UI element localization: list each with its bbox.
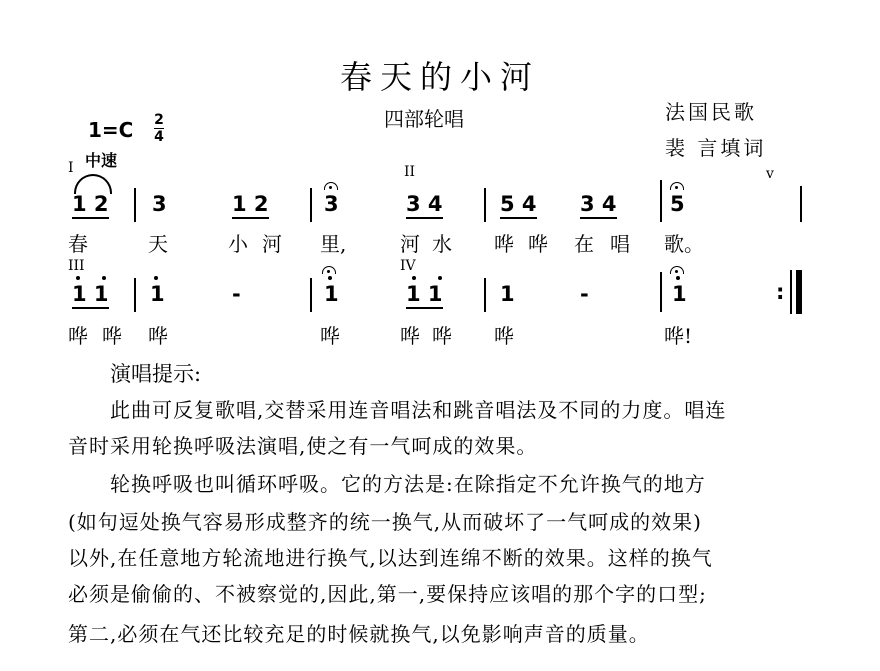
lyric: 唱: [610, 232, 630, 256]
tips-line: 以外,在任意地方轮流地进行换气,以达到连绵不断的效果。这样的换气: [68, 546, 713, 570]
lyric: 哗: [400, 324, 420, 348]
tips-line: (如句逗处换气容易形成整齐的统一换气,从而破坏了一气呵成的效果): [68, 510, 702, 534]
lyric: 哗: [148, 324, 168, 348]
lyric: 哗: [528, 232, 548, 256]
rest-dash: -: [232, 282, 241, 306]
lyricist: 裴 言填词: [665, 136, 767, 160]
final-barline-thin: [790, 270, 792, 314]
barline: [660, 272, 662, 312]
tips-line: 此曲可反复歌唱,交替采用连音唱法和跳音唱法及不同的力度。唱连: [110, 398, 727, 422]
note: 1 1: [406, 282, 443, 309]
barline: [310, 188, 312, 222]
part-marker-3: III: [68, 258, 85, 274]
fermata-icon: [670, 266, 684, 274]
note: 1: [150, 282, 165, 306]
lyric: 哗!: [664, 324, 693, 348]
lyric: 哗: [494, 232, 514, 256]
note: 1: [672, 282, 687, 306]
tips-line: 必须是偷偷的、不被察觉的,因此,第一,要保持应该唱的那个字的口型;: [68, 582, 707, 606]
lyric: 哗: [494, 324, 514, 348]
lyric: 哗: [320, 324, 340, 348]
tips-line: 第二,必须在气还比较充足的时候就换气,以免影响声音的质量。: [68, 622, 650, 646]
breath-mark: v: [766, 166, 774, 182]
note: 3: [152, 192, 167, 216]
final-barline-thick: [796, 270, 802, 314]
barline: [310, 278, 312, 312]
barline: [134, 278, 136, 312]
part-marker-1: I: [68, 160, 74, 176]
barline: [484, 188, 486, 222]
note: 1 2: [232, 192, 269, 219]
note: 3: [324, 192, 339, 216]
time-signature: [154, 113, 164, 144]
high-dot: [76, 276, 80, 280]
slur-mark: [74, 174, 112, 194]
lyric: 里,: [320, 232, 347, 256]
high-dot: [676, 276, 680, 280]
high-dot: [328, 276, 332, 280]
repeat-sign: :: [776, 280, 785, 304]
lyric: 小: [228, 232, 248, 256]
song-origin: 法国民歌: [665, 100, 757, 124]
lyric: 河: [262, 232, 282, 256]
tips-line: 轮换呼吸也叫循环呼吸。它的方法是:在除指定不允许换气的地方: [110, 472, 706, 496]
note: 1 2: [72, 192, 109, 219]
tips-line: 音时采用轮换呼吸法演唱,使之有一气呵成的效果。: [68, 434, 538, 458]
barline: [134, 188, 136, 222]
part-marker-2: II: [404, 164, 416, 180]
fermata-icon: [322, 266, 336, 274]
fermata-icon: [670, 182, 684, 190]
lyric: 歌。: [664, 232, 704, 256]
high-dot: [154, 276, 158, 280]
tips-heading: 演唱提示:: [110, 362, 202, 386]
lyric: 在: [574, 232, 594, 256]
note: 1 1: [72, 282, 109, 309]
rest-dash: -: [580, 282, 589, 306]
high-dot: [102, 276, 106, 280]
high-dot: [438, 276, 442, 280]
lyric: 哗: [432, 324, 452, 348]
note: 5: [670, 192, 685, 216]
fermata-icon: [324, 182, 338, 190]
barline: [484, 278, 486, 312]
high-dot: [412, 276, 416, 280]
part-marker-4: IV: [400, 258, 416, 274]
note: 5 4: [500, 192, 537, 219]
lyric: 河: [400, 232, 420, 256]
lyric: 春: [68, 232, 88, 256]
note: 1: [500, 282, 515, 306]
barline: [660, 180, 662, 222]
barline: [800, 186, 802, 222]
time-sig-bottom: 4: [154, 129, 164, 145]
lyric: 哗: [102, 324, 122, 348]
lyric: 水: [432, 232, 452, 256]
key-signature: 1=C: [88, 118, 134, 142]
lyric: 哗: [68, 324, 88, 348]
note: 3 4: [406, 192, 443, 219]
song-title: 春天的小河: [339, 58, 540, 96]
lyric: 天: [148, 232, 168, 256]
arrangement-subtitle: 四部轮唱: [384, 107, 464, 131]
tempo-marking: 中速: [85, 151, 118, 170]
note: 1: [324, 282, 339, 306]
note: 3 4: [580, 192, 617, 219]
time-sig-top: 2: [154, 112, 164, 128]
